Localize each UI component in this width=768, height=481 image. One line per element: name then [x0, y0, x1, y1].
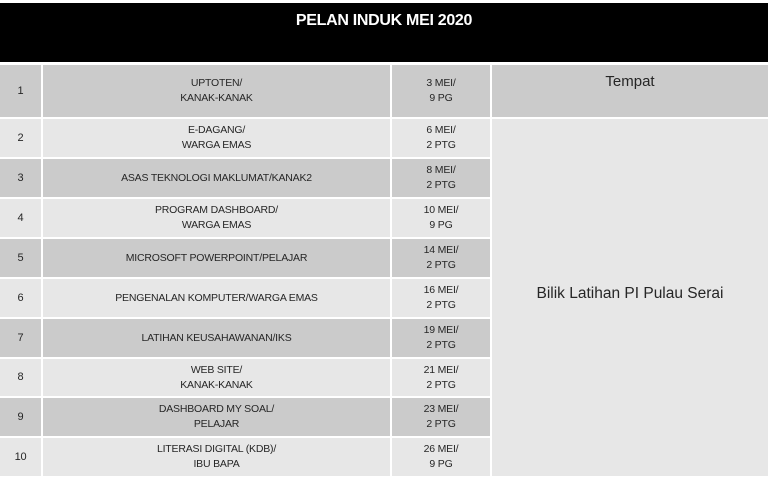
- course-name: ASAS TEKNOLOGI MAKLUMAT/KANAK2: [43, 159, 390, 197]
- row-number: 1: [0, 65, 41, 117]
- course-name: UPTOTEN/ KANAK-KANAK: [43, 65, 390, 117]
- course-date: 23 MEI/ 2 PTG: [392, 398, 490, 436]
- course-date: 6 MEI/ 2 PTG: [392, 119, 490, 157]
- course-date: 21 MEI/ 2 PTG: [392, 359, 490, 396]
- row-number: 7: [0, 319, 41, 357]
- row-number: 2: [0, 119, 41, 157]
- row-number: 5: [0, 239, 41, 277]
- page-title: PELAN INDUK MEI 2020: [295, 12, 473, 29]
- row-number: 6: [0, 279, 41, 317]
- course-date: 8 MEI/ 2 PTG: [392, 159, 490, 197]
- course-name: DASHBOARD MY SOAL/ PELAJAR: [43, 398, 390, 436]
- place-cell: [492, 119, 768, 476]
- row-number: 9: [0, 398, 41, 436]
- course-name: LATIHAN KEUSAHAWANAN/IKS: [43, 319, 390, 357]
- course-name: E-DAGANG/ WARGA EMAS: [43, 119, 390, 157]
- course-date: 3 MEI/ 9 PG: [392, 65, 490, 117]
- place-value: Bilik Latihan PI Pulau Serai: [536, 284, 724, 302]
- row-number: 10: [0, 438, 41, 476]
- place-header: Tempat: [605, 73, 655, 90]
- course-date: 16 MEI/ 2 PTG: [392, 279, 490, 317]
- row-number: 3: [0, 159, 41, 197]
- course-date: 10 MEI/ 9 PG: [392, 199, 490, 237]
- row-number: 4: [0, 199, 41, 237]
- course-name: MICROSOFT POWERPOINT/PELAJAR: [43, 239, 390, 277]
- course-date: 14 MEI/ 2 PTG: [392, 239, 490, 277]
- course-date: 19 MEI/ 2 PTG: [392, 319, 490, 357]
- course-name: PROGRAM DASHBOARD/ WARGA EMAS: [43, 199, 390, 237]
- title-banner: [0, 3, 768, 62]
- course-name: LITERASI DIGITAL (KDB)/ IBU BAPA: [43, 438, 390, 476]
- place-header-cell: [492, 65, 768, 117]
- course-name: WEB SITE/ KANAK-KANAK: [43, 359, 390, 396]
- course-name: PENGENALAN KOMPUTER/WARGA EMAS: [43, 279, 390, 317]
- course-date: 26 MEI/ 9 PG: [392, 438, 490, 476]
- row-number: 8: [0, 359, 41, 396]
